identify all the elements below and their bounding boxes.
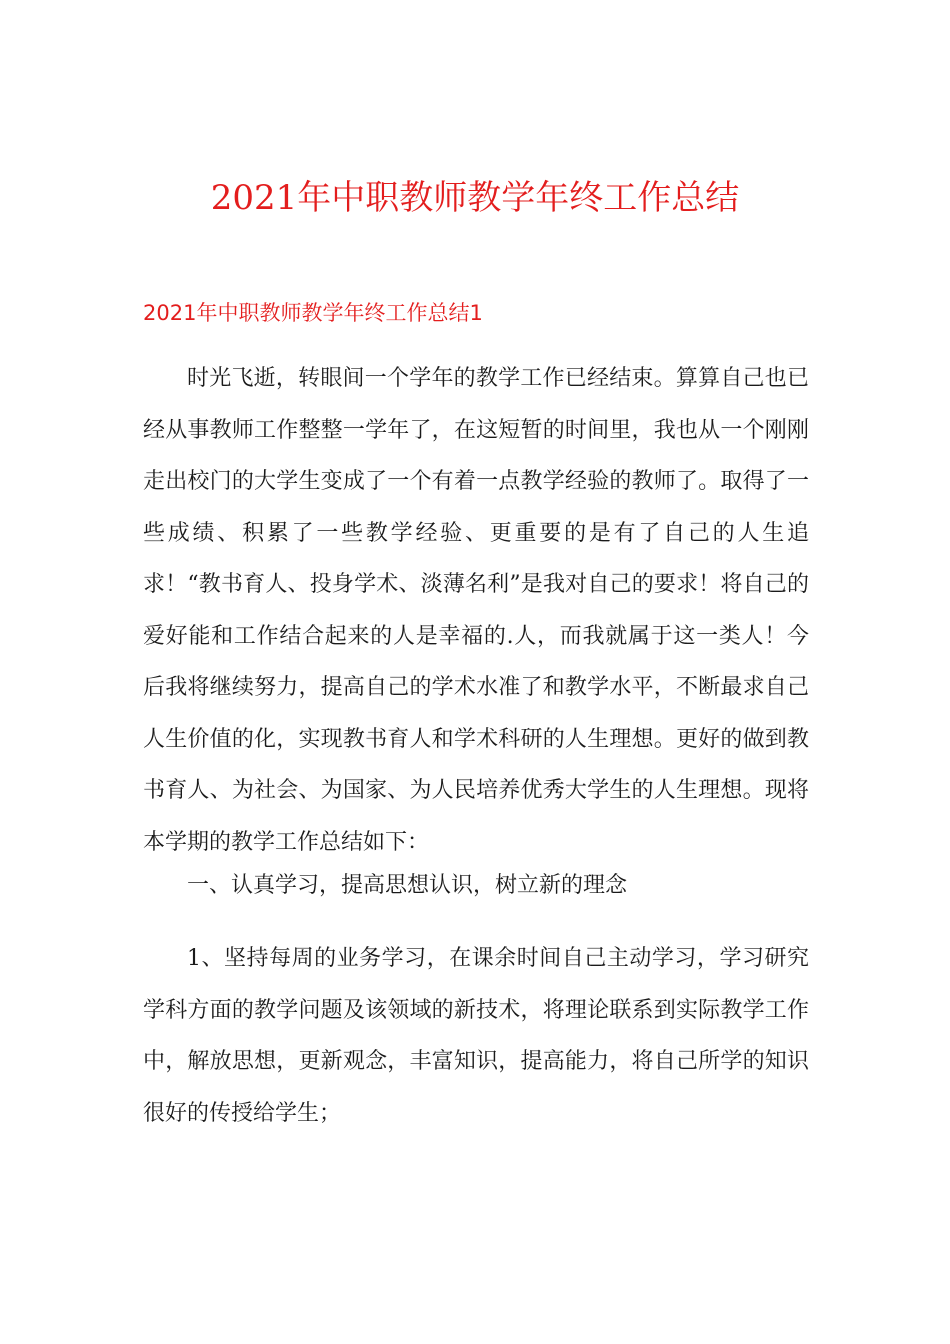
paragraph-intro: 时光飞逝，转眼间一个学年的教学工作已经结束。算算自己也已经从事教师工作整整一学年了，在这短暂的时间里，我也从一个刚刚走出校门的大学生变成了一个有着一点教学经验的教师了。取得了一些成绩、积累了一些教学经验、更重要的是有了自己的人生追求！“教书育人、投身学术、淡薄名利”是我对自己的要求！将自己的爱好能和工作结合起来的人是幸福的.人，而我就属于这一类人！今后我将继续努力，提高自己的学术水准了和教学水平，不断最求自己人生价值的化，实现教书育人和学术科研的人生理想。更好的做到教书育人、为社会、为国家、为人民培养优秀大学生的人生理想。现将本学期的教学工作总结如下： [143, 366, 809, 855]
section-heading: 2021年中职教师教学年终工作总结1 [143, 301, 483, 325]
paragraph-point-one: 一、认真学习，提高思想认识，树立新的理念 [187, 873, 628, 898]
document-title: 2021年中职教师教学年终工作总结 [210, 178, 740, 218]
paragraph-item-one: 1、坚持每周的业务学习，在课余时间自己主动学习，学习研究学科方面的教学问题及该领域的新技术，将理论联系到实际教学工作中，解放思想，更新观念，丰富知识，提高能力，将自己所学的知识很好的传授给学生； [143, 946, 809, 1126]
